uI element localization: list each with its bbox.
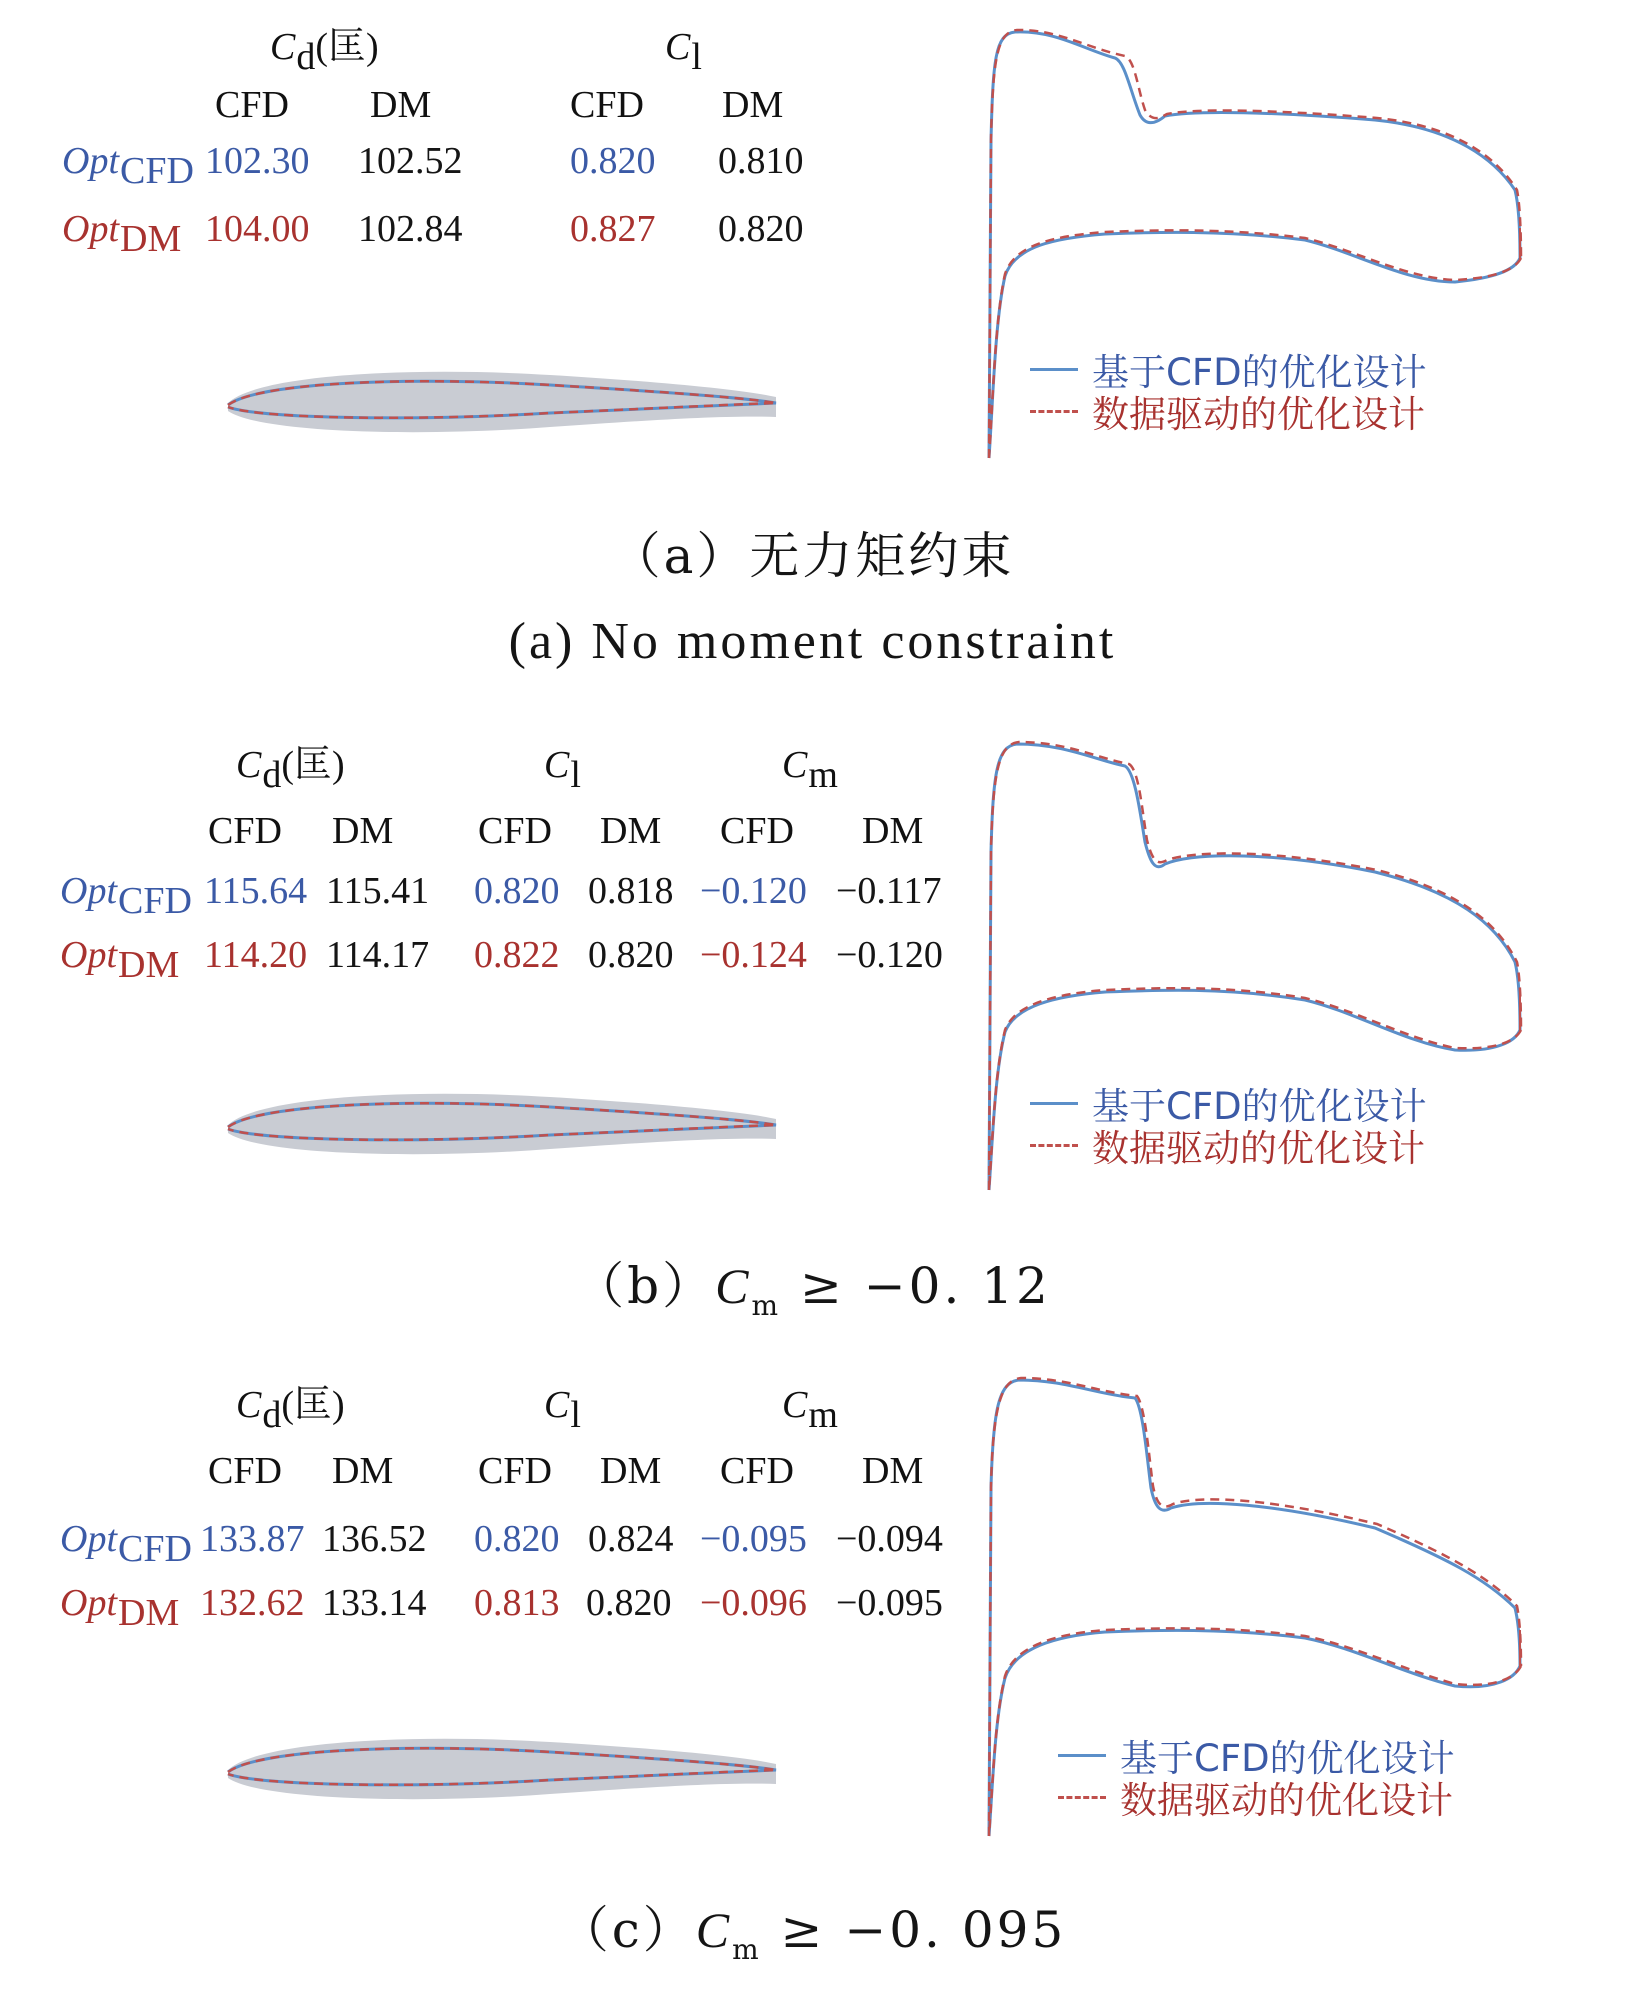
table-cell: 102.84 [358,208,463,250]
col-label: DM [722,84,784,126]
table-cell: 102.30 [205,140,310,182]
table-cell: 0.820 [586,1582,672,1624]
table-cell: 132.62 [200,1582,305,1624]
results-table-a [0,0,980,300]
table-cell: 0.824 [588,1518,674,1560]
table-cell: −0.095 [836,1582,943,1624]
row-label-opt-dm: OptDM [60,1582,180,1634]
col-label: CFD [570,84,644,126]
header-cd: Cd(匡) [236,1384,345,1436]
table-cell: 136.52 [322,1518,427,1560]
col-label: DM [862,810,924,852]
table-cell: 102.52 [358,140,463,182]
col-label: CFD [208,810,282,852]
row-label-opt-dm: OptDM [60,934,180,986]
table-cell: 115.41 [326,870,430,912]
legend-item-cfd: 基于CFD的优化设计 [1030,348,1427,390]
col-label: DM [600,1450,662,1492]
table-cell: −0.120 [836,934,943,976]
table-cell: −0.095 [700,1518,807,1560]
caption-a-cn: （a）无力矩约束 [610,527,1015,585]
legend-item-cfd: 基于CFD的优化设计 [1058,1734,1455,1776]
legend-c [1058,1734,1455,1822]
header-cd: Cd(匡) [236,744,345,796]
col-label: DM [332,1450,394,1492]
table-cell: −0.120 [700,870,807,912]
header-cm: Cm [782,744,838,796]
legend-b [1030,1082,1427,1170]
header-cl: Cl [665,26,702,78]
legend-line-dashed-icon [1058,1796,1106,1799]
legend-item-dm: 数据驱动的优化设计 [1030,1124,1427,1166]
table-cell: 114.20 [204,934,308,976]
table-cell: 0.820 [588,934,674,976]
row-label-opt-cfd: OptCFD [62,140,194,192]
table-cell: 0.820 [570,140,656,182]
caption-c: $(c)C_m \ge -0$. 095 [558,1901,1067,1966]
table-cell: 0.822 [474,934,560,976]
caption-a-en: (a) No moment constraint [508,613,1117,670]
table-cell: 0.820 [474,1518,560,1560]
caption-b: $(b)C_m \ge -0$. 12 [574,1257,1051,1322]
legend-item-dm: 数据驱动的优化设计 [1030,390,1427,432]
row-label-opt-cfd: OptCFD [60,1518,192,1570]
table-cell: 0.813 [474,1582,560,1624]
legend-item-dm: 数据驱动的优化设计 [1058,1776,1455,1818]
legend-item-cfd: 基于CFD的优化设计 [1030,1082,1427,1124]
airfoil-shape-b [220,1077,780,1177]
table-cell: −0.094 [836,1518,943,1560]
col-label: DM [332,810,394,852]
airfoil-shape-c [220,1722,780,1822]
col-label: CFD [215,84,289,126]
table-cell: −0.117 [836,870,942,912]
table-cell: 133.14 [322,1582,427,1624]
panel-a [0,0,1625,480]
results-table-b [0,722,980,1022]
col-label: CFD [720,1450,794,1492]
results-table-c [0,1362,980,1662]
col-label: CFD [208,1450,282,1492]
legend-line-solid-icon [1030,1102,1078,1105]
col-label: CFD [478,1450,552,1492]
table-cell: 133.87 [200,1518,305,1560]
row-label-opt-dm: OptDM [62,208,182,260]
table-cell: 104.00 [205,208,310,250]
legend-line-solid-icon [1058,1754,1106,1757]
header-cl: Cl [544,1384,581,1436]
table-cell: 115.64 [204,870,308,912]
table-cell: 0.818 [588,870,674,912]
col-label: CFD [478,810,552,852]
panel-b [0,722,1625,1202]
header-cl: Cl [544,744,581,796]
legend-line-dashed-icon [1030,1144,1078,1147]
table-cell: 0.820 [474,870,560,912]
airfoil-shape-a [220,355,780,455]
table-cell: 0.810 [718,140,804,182]
legend-line-solid-icon [1030,368,1078,371]
col-label: DM [862,1450,924,1492]
table-cell: 114.17 [326,934,430,976]
table-cell: 0.827 [570,208,656,250]
table-cell: 0.820 [718,208,804,250]
panel-c [0,1362,1625,1842]
table-cell: −0.124 [700,934,807,976]
header-cd: Cd(匡) [270,26,379,78]
row-label-opt-cfd: OptCFD [60,870,192,922]
table-cell: −0.096 [700,1582,807,1624]
col-label: CFD [720,810,794,852]
col-label: DM [370,84,432,126]
legend-a [1030,348,1427,436]
col-label: DM [600,810,662,852]
header-cm: Cm [782,1384,838,1436]
legend-line-dashed-icon [1030,410,1078,413]
